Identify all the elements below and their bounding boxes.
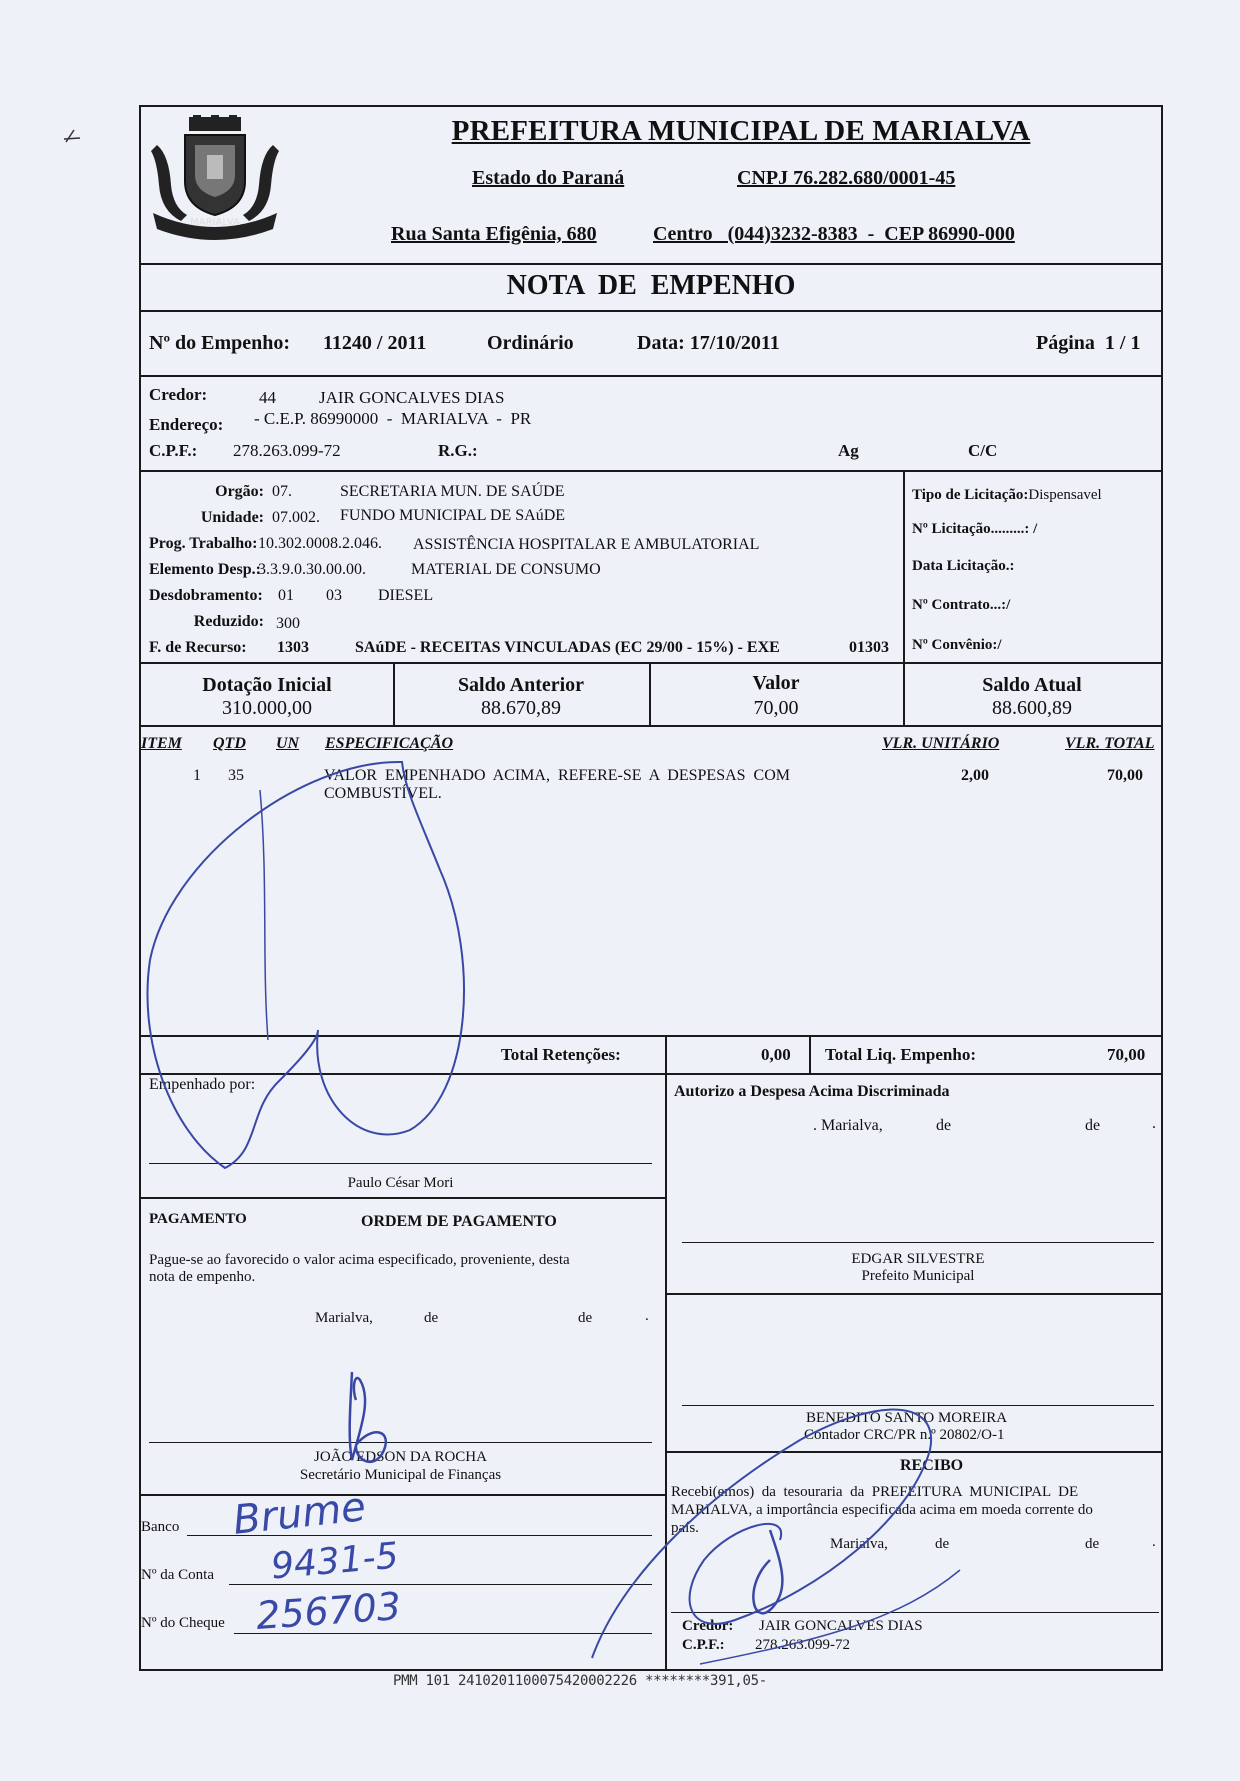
pagamento-label: PAGAMENTO bbox=[149, 1211, 247, 1227]
row-item: 1 bbox=[193, 767, 201, 784]
orgao-name: SECRETARIA MUN. DE SAÚDE bbox=[340, 483, 565, 500]
prog-name: ASSISTÊNCIA HOSPITALAR E AMBULATORIAL bbox=[413, 536, 760, 553]
orgao-label: Orgão: bbox=[215, 483, 264, 500]
cheque-label: Nº do Cheque bbox=[141, 1615, 225, 1631]
empenhado-name: Paulo César Mori bbox=[347, 1175, 454, 1191]
recibo-dot: . bbox=[1152, 1534, 1156, 1550]
contador-role: Contador CRC/PR n.º 20802/O-1 bbox=[804, 1427, 1005, 1443]
recibo-place: Marialva, bbox=[830, 1536, 888, 1552]
elemento-code: 3.3.9.0.30.00.00. bbox=[258, 561, 366, 578]
banco-label: Banco bbox=[141, 1519, 180, 1535]
cheque-handwritten: 256703 bbox=[254, 1583, 403, 1639]
autorizo-dot: . bbox=[1152, 1115, 1156, 1132]
cpf-label: C.P.F.: bbox=[149, 441, 198, 460]
row-total-value: 70,00 bbox=[1107, 767, 1143, 784]
header-state: Estado do Paraná bbox=[472, 167, 625, 189]
header-cnpj: CNPJ 76.282.680/0001-45 bbox=[737, 167, 956, 189]
prog-code: 10.302.0008.2.046. bbox=[258, 535, 382, 552]
autorizo-signer: EDGAR SILVESTRE bbox=[851, 1251, 985, 1267]
cc-label: C/C bbox=[968, 441, 998, 460]
recibo-text-line2: MARIALVA, a importância especificada acima em moeda corrente do bbox=[671, 1502, 1093, 1518]
licitacao-numero: Nº Licitação.........: / bbox=[912, 521, 1038, 537]
autorizo-label: Autorizo a Despesa Acima Discriminada bbox=[674, 1083, 950, 1100]
table-row bbox=[141, 767, 1161, 817]
recurso-code: 1303 bbox=[277, 639, 309, 656]
valor-label: Valor bbox=[752, 672, 800, 694]
document-frame bbox=[139, 105, 1163, 1671]
elemento-label: Elemento Desp.: bbox=[149, 561, 261, 578]
row-qtd: 35 bbox=[228, 767, 244, 784]
pagamento-text-line2: nota de empenho. bbox=[149, 1269, 256, 1285]
empenho-date: Data: 17/10/2011 bbox=[637, 332, 780, 354]
unidade-name: FUNDO MUNICIPAL DE SAúDE bbox=[340, 507, 566, 524]
autorizo-de2: de bbox=[1085, 1117, 1101, 1134]
saldo-atual-label: Saldo Atual bbox=[982, 674, 1082, 696]
dotacao-label: Dotação Inicial bbox=[202, 674, 332, 696]
licitacao-data: Data Licitação.: bbox=[912, 558, 1015, 574]
saldo-atual-value: 88.600,89 bbox=[992, 697, 1072, 719]
licitacao-contrato: Nº Contrato...:/ bbox=[912, 597, 1011, 613]
empenho-number-label: Nº do Empenho: bbox=[149, 332, 291, 354]
address-label: Endereço: bbox=[149, 415, 224, 434]
conta-handwritten: 9431-5 bbox=[269, 1535, 401, 1588]
header-title: PREFEITURA MUNICIPAL DE MARIALVA bbox=[451, 115, 1031, 147]
desdob-label: Desdobramento: bbox=[149, 587, 263, 604]
ordem-pagamento-label: ORDEM DE PAGAMENTO bbox=[361, 1213, 557, 1230]
svg-text:MARIALVA: MARIALVA bbox=[190, 217, 240, 228]
empenho-page: Página 1 / 1 bbox=[1036, 332, 1141, 354]
licitacao-tipo bbox=[912, 487, 1102, 504]
header-contact: Centro (044)3232-8383 - CEP 86990-000 bbox=[653, 223, 1015, 245]
recibo-de2: de bbox=[1085, 1536, 1100, 1552]
row-unit-value: 2,00 bbox=[961, 767, 989, 784]
autorizo-de1: de bbox=[936, 1117, 952, 1134]
row-spec-line2: COMBUSTÍVEL. bbox=[324, 785, 442, 802]
recurso-label: F. de Recurso: bbox=[149, 639, 247, 656]
header-street: Rua Santa Efigênia, 680 bbox=[391, 223, 597, 245]
reduzido-value: 300 bbox=[276, 615, 300, 632]
empenhado-label: Empenhado por: bbox=[149, 1076, 256, 1093]
liq-empenho-value: 70,00 bbox=[1107, 1045, 1146, 1064]
unidade-code: 07.002. bbox=[272, 509, 320, 526]
col-un: UN bbox=[276, 735, 300, 752]
recurso-name: SAúDE - RECEITAS VINCULADAS (EC 29/00 - 15%) - EXE bbox=[355, 639, 780, 656]
col-unit-value: VLR. UNITÁRIO bbox=[882, 735, 1000, 752]
document-title: NOTA DE EMPENHO bbox=[506, 270, 796, 301]
crest-icon bbox=[149, 115, 281, 243]
dotacao-value: 310.000,00 bbox=[222, 697, 312, 719]
valor-value: 70,00 bbox=[753, 697, 799, 719]
ag-label: Ag bbox=[838, 441, 859, 460]
recibo-credor-label: Credor: bbox=[682, 1618, 734, 1634]
rg-label: R.G.: bbox=[438, 441, 478, 460]
elemento-name: MATERIAL DE CONSUMO bbox=[411, 561, 601, 578]
contador-name: BENEDITO SANTO MOREIRA bbox=[806, 1410, 1008, 1426]
autorizo-role: Prefeito Municipal bbox=[861, 1268, 975, 1284]
pagamento-place: Marialva, bbox=[315, 1310, 373, 1326]
municipal-crest bbox=[149, 115, 281, 243]
recibo-text-line3: país. bbox=[671, 1520, 699, 1536]
pagamento-text-line1: Pague-se ao favorecido o valor acima especificado, proveniente, desta bbox=[149, 1252, 570, 1268]
recurso-code2: 01303 bbox=[849, 639, 889, 656]
reduzido-label: Reduzido: bbox=[193, 613, 264, 630]
pagamento-de1: de bbox=[424, 1310, 439, 1326]
micr-line: PMM 101 2410201100075420002226 ********391,05- bbox=[393, 1673, 767, 1689]
desdob-a: 01 bbox=[278, 587, 294, 604]
empenho-type: Ordinário bbox=[487, 332, 574, 354]
conta-label: Nº da Conta bbox=[141, 1567, 214, 1583]
credor-label: Credor: bbox=[149, 385, 208, 404]
prog-label: Prog. Trabalho: bbox=[149, 535, 258, 552]
unidade-label: Unidade: bbox=[200, 509, 264, 526]
liq-empenho-label: Total Liq. Empenho: bbox=[825, 1045, 976, 1064]
retencoes-label: Total Retenções: bbox=[501, 1045, 621, 1064]
licitacao-tipo-label: Tipo de Licitação: bbox=[912, 487, 1029, 503]
recibo-label: RECIBO bbox=[900, 1457, 964, 1474]
pagamento-dot: . bbox=[645, 1308, 649, 1324]
pagamento-signer: JOÃO EDSON DA ROCHA bbox=[314, 1449, 487, 1465]
recibo-cpf-label: C.P.F.: bbox=[682, 1637, 725, 1653]
orgao-code: 07. bbox=[272, 483, 292, 500]
row-spec-line1: VALOR EMPENHADO ACIMA, REFERE-SE A DESPESAS COM bbox=[324, 767, 790, 784]
saldo-anterior-value: 88.670,89 bbox=[481, 697, 561, 719]
saldo-anterior-label: Saldo Anterior bbox=[457, 674, 585, 696]
col-spec: ESPECIFICAÇÃO bbox=[325, 735, 454, 752]
address-value: - C.E.P. 86990000 - MARIALVA - PR bbox=[254, 409, 532, 428]
recibo-de1: de bbox=[935, 1536, 950, 1552]
recibo-credor-name: JAIR GONCALVES DIAS bbox=[759, 1618, 923, 1634]
licitacao-convenio: Nº Convênio:/ bbox=[912, 637, 1002, 653]
col-item: ITEM bbox=[141, 735, 182, 752]
col-total-value: VLR. TOTAL bbox=[1065, 735, 1155, 752]
licitacao-tipo-value: Dispensavel bbox=[1028, 487, 1102, 503]
col-qtd: QTD bbox=[213, 735, 246, 752]
credor-code: 44 bbox=[259, 388, 276, 407]
banco-handwritten: Brume bbox=[230, 1484, 368, 1544]
retencoes-value: 0,00 bbox=[761, 1045, 791, 1064]
recibo-text-line1: Recebi(emos) da tesouraria da PREFEITURA MUNICIPAL DE bbox=[671, 1484, 1079, 1500]
desdob-name: DIESEL bbox=[378, 587, 434, 604]
recibo-cpf-value: 278.263.099-72 bbox=[755, 1637, 850, 1653]
desdob-b: 03 bbox=[326, 587, 342, 604]
pagamento-role: Secretário Municipal de Finanças bbox=[299, 1467, 502, 1483]
cpf-value: 278.263.099-72 bbox=[233, 441, 341, 460]
pagamento-de2: de bbox=[578, 1310, 593, 1326]
autorizo-place: . Marialva, bbox=[813, 1117, 883, 1134]
empenho-number: 11240 / 2011 bbox=[323, 332, 427, 354]
credor-name: JAIR GONCALVES DIAS bbox=[319, 388, 505, 407]
